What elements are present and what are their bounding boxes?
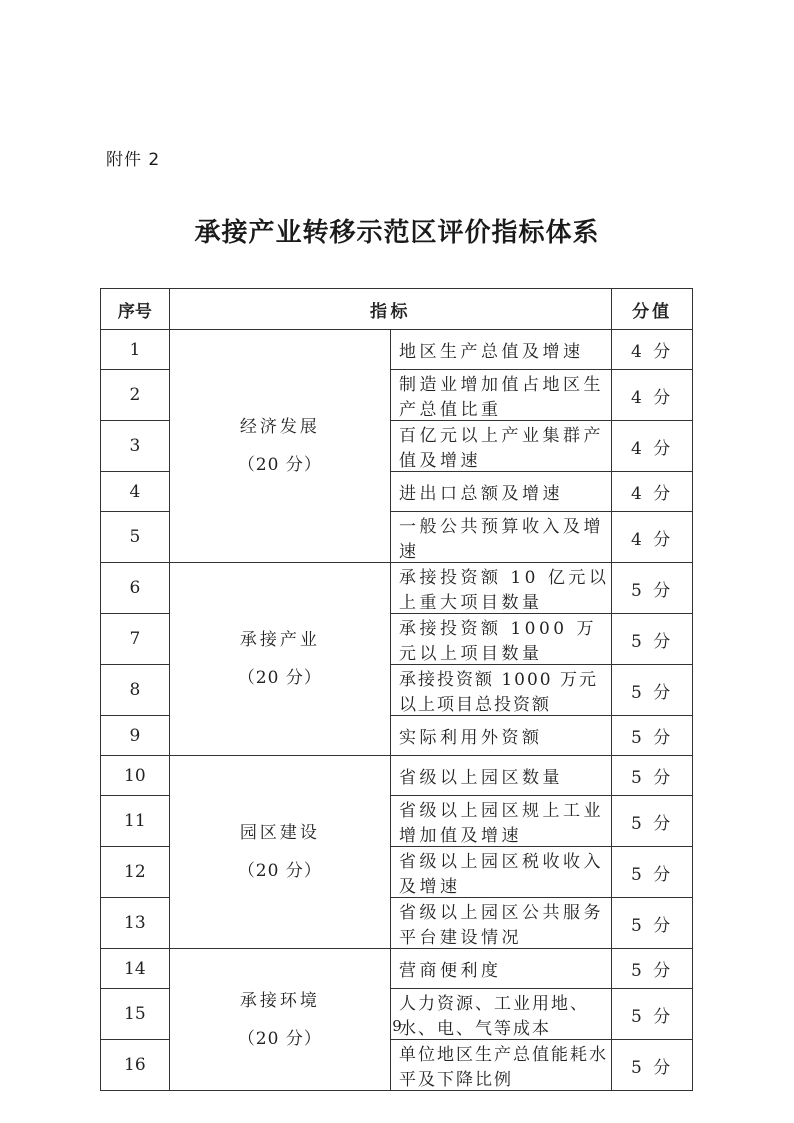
row-no: 2 — [101, 370, 170, 421]
row-score: 4 分 — [612, 370, 693, 421]
row-indicator: 百亿元以上产业集群产值及增速 — [390, 421, 611, 472]
row-no: 5 — [101, 512, 170, 563]
table-header-row — [101, 289, 693, 330]
row-indicator: 地区生产总值及增速 — [390, 330, 611, 370]
row-no: 10 — [101, 756, 170, 796]
row-score: 4 分 — [612, 472, 693, 512]
category-cell — [169, 563, 390, 756]
category-name: 承接环境 — [239, 990, 320, 1011]
row-score: 4 分 — [612, 421, 693, 472]
row-score: 5 分 — [612, 756, 693, 796]
row-score: 5 分 — [612, 898, 693, 949]
row-no: 9 — [101, 716, 170, 756]
row-no: 16 — [101, 1040, 170, 1091]
category-cell — [169, 756, 390, 949]
header-no: 序号 — [101, 289, 170, 330]
row-score: 5 分 — [612, 989, 693, 1040]
row-score: 5 分 — [612, 1040, 693, 1091]
row-score: 4 分 — [612, 330, 693, 370]
row-score: 5 分 — [612, 563, 693, 614]
header-score: 分值 — [612, 289, 693, 330]
table-row — [101, 330, 693, 370]
category-points: （20 分） — [237, 668, 322, 688]
row-score: 5 分 — [612, 847, 693, 898]
category-points: （20 分） — [237, 1028, 322, 1049]
header-indicator: 指标 — [169, 289, 611, 330]
category-cell — [169, 330, 390, 563]
row-no: 3 — [101, 421, 170, 472]
attachment-label: 附件 2 — [106, 150, 161, 170]
row-no: 11 — [101, 796, 170, 847]
row-indicator: 单位地区生产总值能耗水平及下降比例 — [390, 1040, 611, 1091]
row-no: 7 — [101, 614, 170, 665]
row-no: 4 — [101, 472, 170, 512]
row-indicator: 承接投资额 10 亿元以上重大项目数量 — [390, 563, 611, 614]
row-score: 5 分 — [612, 796, 693, 847]
row-no: 14 — [101, 949, 170, 989]
row-score: 5 分 — [612, 716, 693, 756]
row-indicator: 一般公共预算收入及增速 — [390, 512, 611, 563]
category-name: 承接产业 — [239, 630, 320, 650]
row-score: 4 分 — [612, 512, 693, 563]
category-points: （20 分） — [237, 861, 322, 881]
table-row — [101, 756, 693, 796]
row-no: 15 — [101, 989, 170, 1040]
row-indicator: 实际利用外资额 — [390, 716, 611, 756]
document-title: 承接产业转移示范区评价指标体系 — [194, 218, 600, 248]
row-no: 8 — [101, 665, 170, 716]
row-indicator: 承接投资额 1000 万元以上项目总投资额 — [390, 665, 611, 716]
table-row — [101, 949, 693, 989]
row-indicator: 省级以上园区数量 — [390, 756, 611, 796]
row-indicator: 省级以上园区公共服务平台建设情况 — [390, 898, 611, 949]
category-name: 经济发展 — [239, 417, 320, 437]
row-indicator: 制造业增加值占地区生产总值比重 — [390, 370, 611, 421]
row-indicator: 营商便利度 — [390, 949, 611, 989]
row-indicator: 承接投资额 1000 万元以上项目数量 — [390, 614, 611, 665]
indicator-table — [100, 288, 693, 1091]
row-no: 6 — [101, 563, 170, 614]
row-score: 5 分 — [612, 665, 693, 716]
row-no: 12 — [101, 847, 170, 898]
row-score: 5 分 — [612, 614, 693, 665]
page-number: 9 — [392, 1017, 402, 1035]
row-indicator: 省级以上园区税收收入及增速 — [390, 847, 611, 898]
row-indicator: 进出口总额及增速 — [390, 472, 611, 512]
row-score: 5 分 — [612, 949, 693, 989]
table-row — [101, 563, 693, 614]
row-no: 1 — [101, 330, 170, 370]
row-indicator: 人力资源、工业用地、水、电、气等成本 — [390, 989, 611, 1040]
category-name: 园区建设 — [239, 823, 320, 843]
row-no: 13 — [101, 898, 170, 949]
category-points: （20 分） — [237, 455, 322, 475]
row-indicator: 省级以上园区规上工业增加值及增速 — [390, 796, 611, 847]
